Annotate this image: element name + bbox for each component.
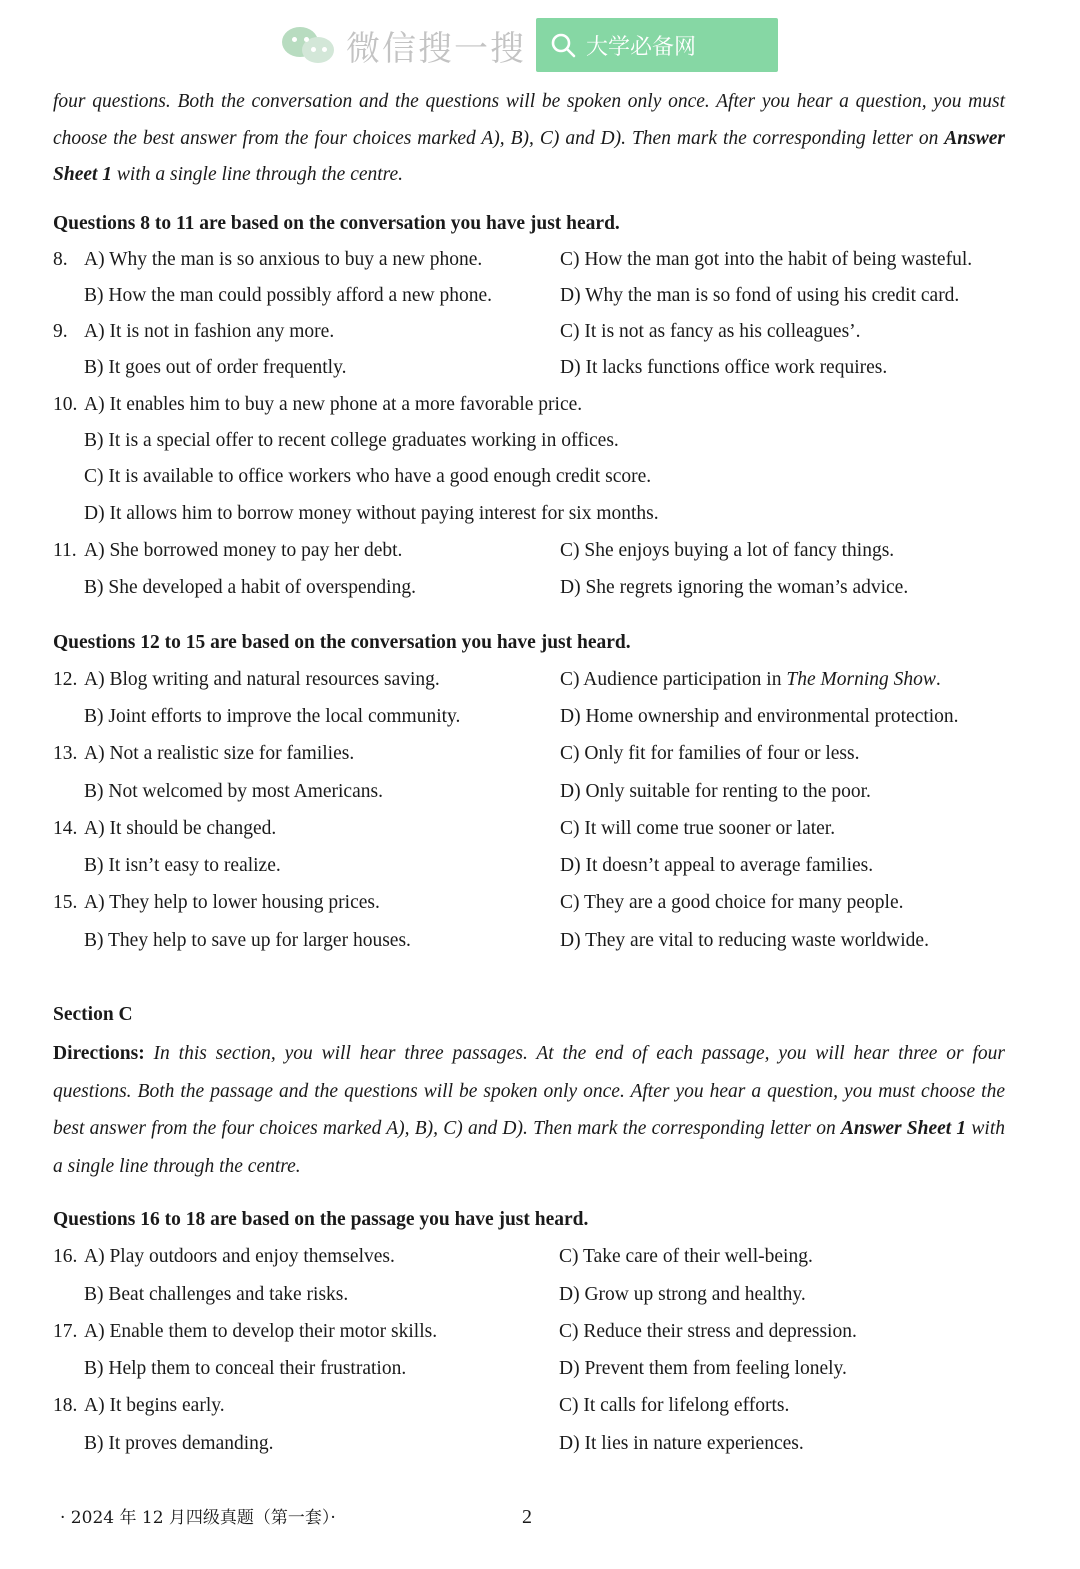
option-c: C) It will come true sooner or later. [560,818,836,839]
option-d: D) Grow up strong and healthy. [559,1284,806,1305]
option-d: D) Why the man is so fond of using his credit card. [560,285,960,306]
answer-sheet-ref: Answer Sheet 1 [840,1118,967,1139]
question-number: 12. [53,669,78,690]
show-title: The Morning Show [786,669,936,690]
directions-continued: four questions. Both the conversation and the questions will be spoken only once. After you hear a question, you must choose the best answer from the four choices marked A), B), C) and D). Then mark the corresponding letter on Answer Sheet 1 with a single line through the centre. [53,91,1005,185]
question-number: 18. [53,1395,78,1416]
option-d: D) She regrets ignoring the woman’s advice. [560,577,909,598]
option-c: C) Only fit for families of four or less. [560,743,860,764]
watermark [280,18,778,72]
option-a: A) They help to lower housing prices. [84,892,380,913]
question-number: 16. [53,1246,78,1267]
option-a: A) Not a realistic size for families. [84,743,355,764]
option-c: C) She enjoys buying a lot of fancy things. [560,540,895,561]
search-icon [550,32,576,58]
option-a: A) It begins early. [84,1395,225,1416]
option-d: D) Only suitable for renting to the poor. [560,781,871,802]
option-d: D) Prevent them from feeling lonely. [559,1358,847,1379]
watermark-text: 微信搜一搜 [346,28,526,69]
section-c-directions: Directions: In this section, you will hear three passages. At the end of each passage, you will hear three or four questions. Both the passage and the questions will be spoken only once. After you hear a question, you must choose the best answer from the four choices marked A), B), C) and D). Then mark the corresponding letter on Answer Sheet 1 with a single line through the centre. [53,1043,1005,1177]
option-d: D) It lies in nature experiences. [559,1433,804,1454]
option-b: B) How the man could possibly afford a new phone. [84,285,492,306]
option-d: D) Home ownership and environmental protection. [560,706,959,727]
option-a: A) It should be changed. [84,818,277,839]
question-number: 8. [53,249,68,270]
option-b: B) It proves demanding. [84,1433,274,1454]
option-c: C) How the man got into the habit of being wasteful. [560,249,973,270]
group-heading-16-18: Questions 16 to 18 are based on the passage you have just heard. [53,1209,589,1230]
question-number: 13. [53,743,78,764]
directions-label: Directions: [53,1043,145,1064]
answer-sheet-ref: Answer Sheet 1 [53,127,1005,185]
page-number: 2 [522,1506,532,1528]
option-b: B) It is a special offer to recent college graduates working in offices. [84,430,619,451]
option-b: B) It isn’t easy to realize. [84,855,281,876]
option-a: A) It enables him to buy a new phone at a more favorable price. [84,394,583,415]
option-b: B) Not welcomed by most Americans. [84,781,383,802]
option-a: A) Blog writing and natural resources saving. [84,669,440,690]
option-a: A) Why the man is so anxious to buy a new phone. [84,249,483,270]
question-number: 15. [53,892,78,913]
option-d: D) It allows him to borrow money without paying interest for six months. [84,503,659,524]
watermark-search-label: 大学必备网 [586,34,697,60]
option-a: A) She borrowed money to pay her debt. [84,540,403,561]
option-c: C) It calls for lifelong efforts. [559,1395,790,1416]
group-heading-8-11: Questions 8 to 11 are based on the conversation you have just heard. [53,213,620,234]
option-b: B) They help to save up for larger houses. [84,930,411,951]
option-a: A) Enable them to develop their motor skills. [84,1321,438,1342]
option-c: C) They are a good choice for many people. [560,892,904,913]
option-c: C) It is available to office workers who have a good enough credit score. [84,466,652,487]
question-number: 14. [53,818,78,839]
wechat-logo-icon [280,23,338,67]
question-number: 11. [53,540,77,561]
group-heading-12-15: Questions 12 to 15 are based on the conversation you have just heard. [53,632,631,653]
option-a: A) Play outdoors and enjoy themselves. [84,1246,395,1267]
option-b: B) Help them to conceal their frustration. [84,1358,407,1379]
option-a: A) It is not in fashion any more. [84,321,335,342]
section-c-title: Section C [53,1004,133,1025]
option-c: C) It is not as fancy as his colleagues’. [560,321,861,342]
option-b: B) Beat challenges and take risks. [84,1284,349,1305]
option-c: C) Take care of their well-being. [559,1246,813,1267]
option-d: D) They are vital to reducing waste worldwide. [560,930,929,951]
option-b: B) Joint efforts to improve the local community. [84,706,461,727]
option-c: C) Reduce their stress and depression. [559,1321,857,1342]
option-b: B) She developed a habit of overspending. [84,577,416,598]
watermark-search-box [536,18,778,72]
option-b: B) It goes out of order frequently. [84,357,347,378]
question-number: 10. [53,394,78,415]
footer-exam-title: · 2024 年 12 月四级真题（第一套）· [60,1508,336,1528]
option-d: D) It doesn’t appeal to average families. [560,855,874,876]
option-c: C) Audience participation in The Morning Show. [560,669,941,690]
option-d: D) It lacks functions office work requires. [560,357,888,378]
question-number: 17. [53,1321,78,1342]
question-number: 9. [53,321,68,342]
